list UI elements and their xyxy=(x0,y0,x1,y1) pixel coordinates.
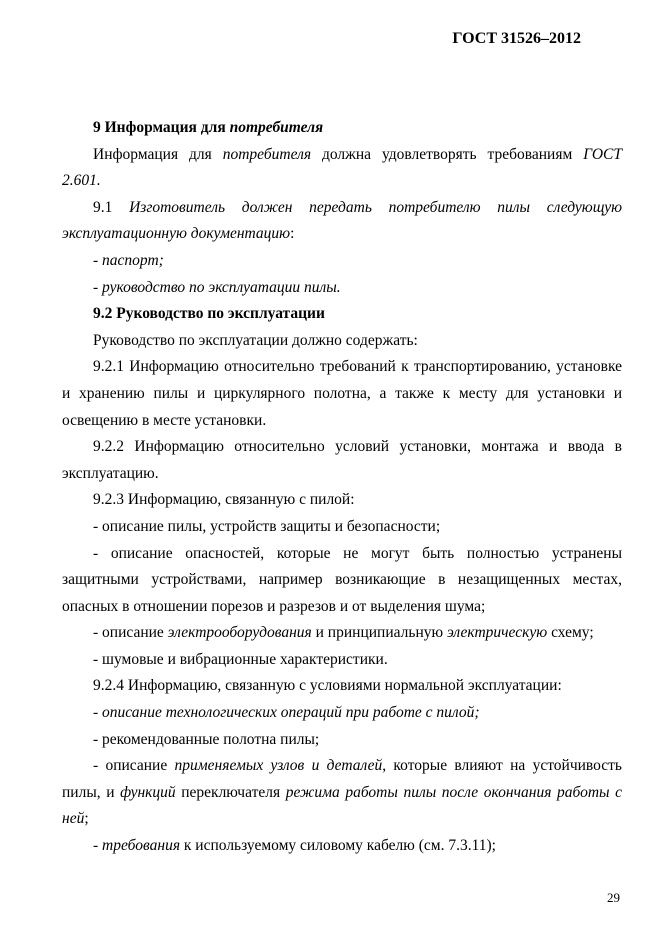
list-item: - шумовые и вибрационные характеристики. xyxy=(93,650,388,668)
list-item: - описание опасностей, которые не могут быть полностью устранены защитными устройствами, например возникающие в незащищенных местах, опасных в отношении порезов и разрезов и от выделения шума; xyxy=(62,544,622,615)
document-header: ГОСТ 31526–2012 xyxy=(452,30,581,47)
section-9-2-intro: Руководство по эксплуатации должно содержать: xyxy=(93,331,418,349)
list-item: - описание технологических операций при работе с пилой; xyxy=(93,704,480,722)
list-item: - описание применяемых узлов и деталей, которые влияют на устойчивость пилы, и функций переключателя режима работы пилы после окончания работы с ней; xyxy=(62,757,622,828)
list-item: - руководство по эксплуатации пилы. xyxy=(93,278,341,296)
paragraph-9-2-3: 9.2.3 Информацию, связанную с пилой: xyxy=(93,491,355,509)
paragraph-9-2-2: 9.2.2 Информацию относительно условий установки, монтажа и ввода в эксплуатацию. xyxy=(62,438,622,482)
paragraph-9-2-1: 9.2.1 Информацию относительно требований к транспортированию, установке и хранению пилы и циркулярного полотна, а также к месту для установки и освещению в месте установки. xyxy=(62,358,622,429)
section-9-title: 9 Информация для потребителя xyxy=(93,119,324,136)
page-body xyxy=(62,115,622,860)
list-item: - паспорт; xyxy=(93,251,164,269)
section-9-2-title: 9.2 Руководство по эксплуатации xyxy=(93,305,325,323)
section-9-intro: Информация для потребителя должна удовлетворять требованиям ГОСТ 2.601. xyxy=(62,145,622,190)
list-item: - рекомендованные полотна пилы; xyxy=(93,730,320,748)
paragraph-9-1: 9.1 Изготовитель должен передать потребителю пилы следующую эксплуатационную документацию: xyxy=(62,198,623,243)
list-item: - требования к используемому силовому кабелю (см. 7.3.11); xyxy=(93,837,496,855)
list-item: - описание пилы, устройств защиты и безопасности; xyxy=(93,517,441,535)
paragraph-9-2-4: 9.2.4 Информацию, связанную с условиями нормальной эксплуатации: xyxy=(93,677,562,695)
page-number: 29 xyxy=(607,890,620,905)
list-item: - описание электрооборудования и принципиальную электрическую схему; xyxy=(93,624,594,642)
